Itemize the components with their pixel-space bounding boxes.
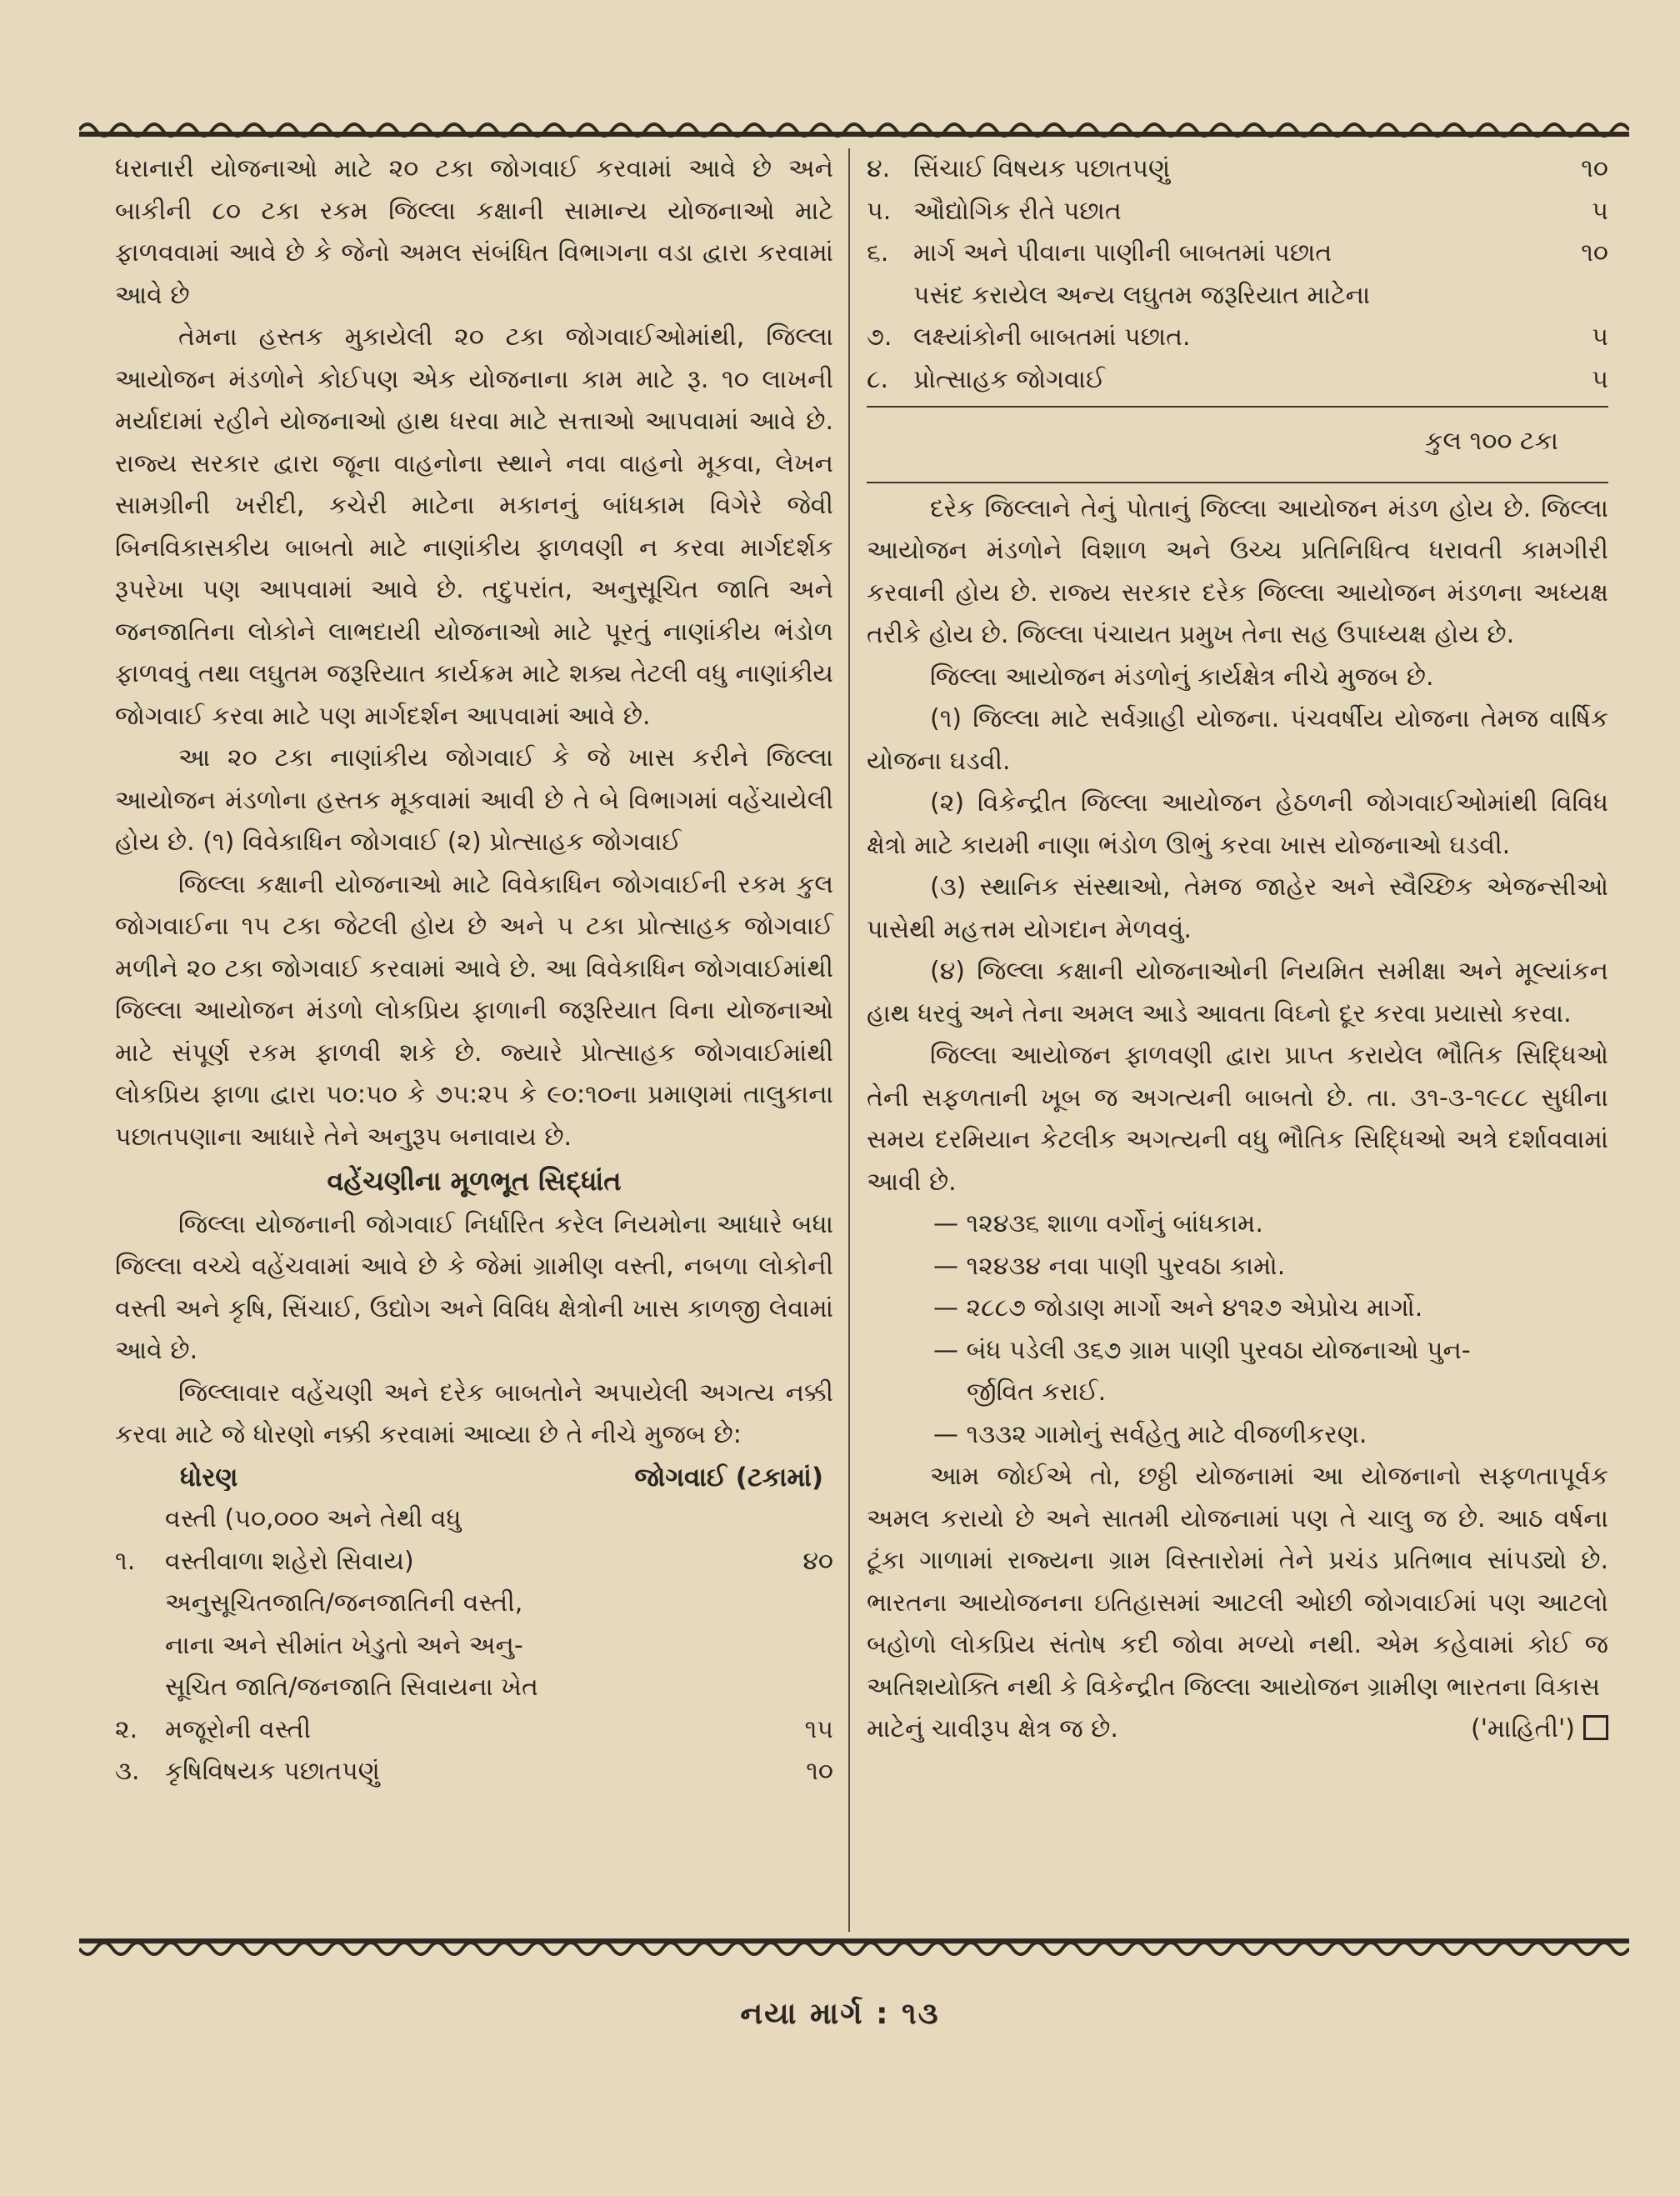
criteria-row xyxy=(115,1583,833,1751)
criteria-line: મજૂરોની વસ્તી xyxy=(165,1714,312,1744)
achievement-item: — ૧૨૪૩૪ નવા પાણી પુરવઠા કામો. xyxy=(933,1251,1286,1281)
right-para-4: આમ જોઈએ તો, છઠ્ઠી યોજનામાં આ યોજનાનો સફળતાપૂર્વક અમલ કરાયો છે અને સાતમી યોજનામાં પણ તે ચાલુ જ છે. આઠ વર્ષના ટૂંકા ગાળામાં રાજ્યના ગ્રામ વિસ્તારોમાં તેને પ્રચંડ પ્રતિભાવ સાંપડ્યો છે. ભારતના આયોજનના ઇતિહાસમાં આટલી ઓછી જોગવાઈમાં પણ આટલો બહોળો લોકપ્રિય સંતોષ કદી જોવા મળ્યો નથી. એમ કહેવામાં કોઈ જ અતિશયોક્તિ નથી કે વિકેન્દ્રીત જિલ્લા આયોજન ગ્રામીણ ભારતના વિકાસ xyxy=(867,1462,1608,1702)
right-para-3: જિલ્લા આયોજન ફાળવણી દ્વારા પ્રાપ્ત કરાયેલ ભૌતિક સિદ્ધિઓ તેની સફળતાની ખૂબ જ અગત્યની બાબતો છે. તા. ૩૧-૩-૧૯૮૮ સુધીના સમય દરમિયાન કેટલીક અગત્યની વધુ ભૌતિક સિદ્ધિઓ અત્રે દર્શાવવામાં આવી છે. xyxy=(867,1041,1608,1197)
left-para-1: ધરાનારી યોજનાઓ માટે ૨૦ ટકા જોગવાઈ કરવામાં આવે છે અને બાકીની ૮૦ ટકા રકમ જિલ્લા કક્ષાની સામાન્ય યોજનાઓ માટે ફાળવવામાં આવે છે કે જેનો અમલ સંબંધિત વિભાગના વડા દ્વારા કરવામાં આવે છે xyxy=(115,154,833,310)
right-para-1: દરેક જિલ્લાને તેનું પોતાનું જિલ્લા આયોજન મંડળ હોય છે. જિલ્લા આયોજન મંડળોને વિશાળ અને ઉચ્ચ પ્રતિનિધિત્વ ધરાવતી કામગીરી કરવાની હોય છે. રાજ્ય સરકાર દરેક જિલ્લા આયોજન મંડળના અધ્યક્ષ તરીકે હોય છે. જિલ્લા પંચાયત પ્રમુખ તેના સહ ઉપાધ્યક્ષ હોય છે. xyxy=(867,493,1608,649)
criteria-num: ૨. xyxy=(115,1714,138,1744)
criteria-row xyxy=(867,233,1608,275)
criteria-num: ૬. xyxy=(867,238,889,268)
criteria-line: અનુસૂચિતજાતિ/જનજાતિની વસ્તી, xyxy=(165,1588,523,1618)
criteria-text xyxy=(165,1498,775,1583)
achievement-item-cont: ર્જીવિત કરાઈ. xyxy=(967,1378,1107,1407)
criteria-row xyxy=(115,1751,833,1793)
achievement-item: — ૧૨૪૩૬ શાળા વર્ગોનું બાંધકામ. xyxy=(933,1209,1263,1238)
right-para-2: જિલ્લા આયોજન મંડળોનું કાર્યક્ષેત્ર નીચે મુજબ છે. xyxy=(930,662,1434,692)
criteria-num: ૩. xyxy=(115,1757,140,1786)
criteria-num: ૭. xyxy=(867,323,892,352)
criteria-row xyxy=(867,275,1608,359)
criteria-text xyxy=(913,275,1558,359)
duty-3: (૩) સ્થાનિક સંસ્થાઓ, તેમજ જાહેર અને સ્વૈચ્છિક એજન્સીઓ પાસેથી મહત્તમ યોગદાન મેળવવું. xyxy=(867,873,1608,944)
criteria-num: ૮. xyxy=(867,364,889,394)
criteria-text: માર્ગ અને પીવાના પાણીની બાબતમાં પછાત xyxy=(913,238,1332,268)
criteria-text: કૃષિવિષયક પછાતપણું xyxy=(165,1757,380,1786)
criteria-row xyxy=(867,359,1608,402)
criteria-value: ૧૦ xyxy=(806,1757,833,1786)
criteria-line: લક્ષ્યાંકોની બાબતમાં પછાત. xyxy=(913,323,1191,352)
achievement-item: — ૧૩૩૨ ગામોનું સર્વહેતુ માટે વીજળીકરણ. xyxy=(933,1419,1368,1449)
left-para-3: આ ૨૦ ટકા નાણાંકીય જોગવાઈ કે જે ખાસ કરીને જિલ્લા આયોજન મંડળોના હસ્તક મૂકવામાં આવી છે તે બે વિભાગમાં વહેંચાયેલી હોય છે. (૧) વિવેકાધિન જોગવાઈ (૨) પ્રોત્સાહક જોગવાઈ xyxy=(115,743,833,857)
criteria-line: નાના અને સીમાંત ખેડુતો અને અનુ- xyxy=(165,1630,523,1660)
criteria-total: કુલ ૧૦૦ ટકા xyxy=(1425,427,1558,456)
left-column xyxy=(115,148,833,1793)
closing-text: માટેનું ચાવીરૂપ ક્ષેત્ર જ છે. xyxy=(867,1714,1118,1743)
criteria-num: ૫. xyxy=(867,196,892,226)
criteria-num: ૧. xyxy=(115,1546,136,1576)
duty-4: (૪) જિલ્લા કક્ષાની યોજનાઓની નિયમિત સમીક્ષા અને મૂલ્યાંકન હાથ ધરવું અને તેના અમલ આડે આવતા વિઘ્નો દૂર કરવા પ્રયાસો કરવા. xyxy=(867,957,1608,1028)
bottom-decorative-border xyxy=(79,1933,1629,1962)
end-mark-box-icon xyxy=(1583,1715,1608,1740)
achievement-item: — ૨૮૮૭ જોડાણ માર્ગો અને ૪૧૨૭ એપ્રોચ માર્ગો. xyxy=(933,1293,1423,1323)
source-text: ('માહિતી') xyxy=(1470,1714,1575,1743)
page-footer: નયા માર્ગ : ૧૩ xyxy=(740,1997,940,2031)
criteria-text: સિંચાઈ વિષયક પછાતપણું xyxy=(913,154,1171,183)
criteria-value: ૫ xyxy=(1592,196,1608,226)
criteria-list-right xyxy=(867,148,1608,401)
criteria-header xyxy=(115,1457,833,1499)
section-heading: વહેંચણીના મૂળભૂત સિદ્ધાંત xyxy=(327,1165,622,1197)
table-rule xyxy=(867,406,1608,408)
left-para-2: તેમના હસ્તક મુકાયેલી ૨૦ ટકા જોગવાઈઓમાંથી, જિલ્લા આયોજન મંડળોને કોઈપણ એક યોજનાના કામ માટે રૂ. ૧૦ લાખની મર્યાદામાં રહીને યોજનાઓ હાથ ધરવા માટે સત્તાઓ આપવામાં આવે છે. રાજ્ય સરકાર દ્વારા જૂના વાહનોના સ્થાને નવા વાહનો મૂકવા, લેખન સામગ્રીની ખરીદી, કચેરી માટેના મકાનનું બાંધકામ વિગેરે જેવી બિનવિકાસકીય બાબતો માટે નાણાંકીય ફાળવણી ન કરવા માર્ગદર્શક રૂપરેખા પણ આપવામાં આવે છે. તદુપરાંત, અનુસૂચિત જાતિ અને જનજાતિના લોકોને લાભદાયી યોજનાઓ માટે પૂરતું નાણાંકીય ભંડોળ ફાળવવું તથા લઘુતમ જરૂરિયાત કાર્યક્રમ માટે શક્ય તેટલી વધુ નાણાંકીય જોગવાઈ કરવા માટે પણ માર્ગદર્શન આપવામાં આવે છે. xyxy=(115,323,833,731)
right-column xyxy=(867,148,1608,1751)
duty-2: (૨) વિકેન્દ્રીત જિલ્લા આયોજન હેઠળની જોગવાઈઓમાંથી વિવિધ ક્ષેત્રો માટે કાયમી નાણા ભંડોળ ઊભું કરવા ખાસ યોજનાઓ ઘડવી. xyxy=(867,788,1608,860)
criteria-row xyxy=(867,191,1608,233)
section-rule xyxy=(867,482,1608,483)
source-credit xyxy=(1471,1708,1608,1751)
criteria-header-left: ધોરણ xyxy=(180,1462,238,1493)
criteria-line: સૂચિત જાતિ/જનજાતિ સિવાયના ખેત xyxy=(165,1673,538,1702)
criteria-num: ૪. xyxy=(867,154,891,183)
criteria-value: ૫ xyxy=(1592,323,1608,352)
criteria-header-right: જોગવાઈ (ટકામાં) xyxy=(634,1462,823,1493)
criteria-text xyxy=(165,1583,775,1751)
criteria-line: વસ્તીવાળા શહેરો સિવાય) xyxy=(165,1546,414,1576)
criteria-value: ૧૦ xyxy=(1581,154,1608,183)
left-para-5: જિલ્લા યોજનાની જોગવાઈ નિર્ધારિત કરેલ નિયમોના આધારે બધા જિલ્લા વચ્ચે વહેંચવામાં આવે છે કે જેમાં ગ્રામીણ વસ્તી, નબળા લોકોની વસ્તી અને કૃષિ, સિંચાઈ, ઉદ્યોગ અને વિવિધ ક્ષેત્રોની ખાસ કાળજી લેવામાં આવે છે. xyxy=(115,1209,833,1365)
top-decorative-border xyxy=(79,115,1629,143)
criteria-row xyxy=(867,148,1608,191)
achievement-item: — બંધ પડેલી ૩૬૭ ગ્રામ પાણી પુરવઠા યોજનાઓ પુન- xyxy=(933,1335,1471,1365)
criteria-line: પસંદ કરાયેલ અન્ય લઘુતમ જરૂરિયાત માટેના xyxy=(913,280,1371,310)
criteria-text: ઔદ્યોગિક રીતે પછાત xyxy=(913,196,1122,226)
criteria-list-left xyxy=(115,1498,833,1793)
criteria-value: ૧૦ xyxy=(1581,238,1608,268)
criteria-value: ૪૦ xyxy=(802,1546,833,1576)
left-para-6: જિલ્લાવાર વહેંચણી અને દરેક બાબતોને અપાયેલી અગત્ય નક્કી કરવા માટે જે ધોરણો નક્કી કરવામાં આવ્યા છે તે નીચે મુજબ છે: xyxy=(115,1378,833,1449)
criteria-text: પ્રોત્સાહક જોગવાઈ xyxy=(913,364,1106,394)
duty-1: (૧) જિલ્લા માટે સર્વગ્રાહી યોજના. પંચવર્ષીય યોજના તેમજ વાર્ષિક યોજના ઘડવી. xyxy=(867,704,1608,776)
column-divider xyxy=(848,148,850,1932)
criteria-value: ૫ xyxy=(1592,364,1608,394)
criteria-value: ૧૫ xyxy=(804,1714,833,1744)
criteria-row xyxy=(115,1498,833,1583)
left-para-4: જિલ્લા કક્ષાની યોજનાઓ માટે વિવેકાધિન જોગવાઈની રકમ કુલ જોગવાઈના ૧૫ ટકા જેટલી હોય છે અને ૫ ટકા પ્રોત્સાહક જોગવાઈ મળીને ૨૦ ટકા જોગવાઈ કરવામાં આવે છે. આ વિવેકાધિન જોગવાઈમાંથી જિલ્લા આયોજન મંડળો લોકપ્રિય ફાળાની જરૂરિયાત વિના યોજનાઓ માટે સંપૂર્ણ રકમ ફાળવી શકે છે. જ્યારે પ્રોત્સાહક જોગવાઈમાંથી લોકપ્રિય ફાળા દ્વારા ૫૦:૫૦ કે ૭૫:૨૫ કે ૯૦:૧૦ના પ્રમાણમાં તાલુકાના પછાતપણાના આધારે તેને અનુરૂપ બનાવાય છે. xyxy=(115,869,833,1152)
criteria-line: વસ્તી (૫૦,૦૦૦ અને તેથી વધુ xyxy=(165,1504,462,1533)
closing-line xyxy=(867,1708,1608,1751)
